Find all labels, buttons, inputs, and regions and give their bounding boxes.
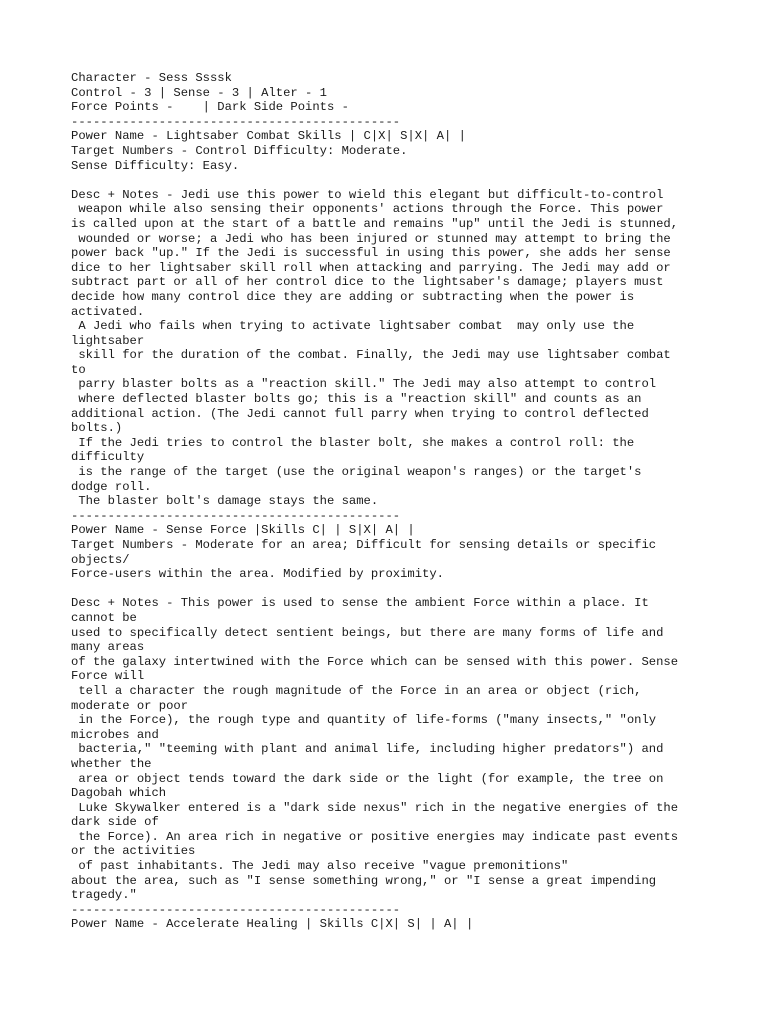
text-line: to [71, 362, 86, 377]
text-line: If the Jedi tries to control the blaster bolt, she makes a control roll: the [71, 435, 635, 450]
text-line: lightsaber [71, 333, 145, 348]
target-numbers-line: Target Numbers - Moderate for an area; Difficult for sensing details or specific [71, 538, 657, 552]
text-line: moderate or poor [71, 698, 189, 713]
text-line: power back "up." If the Jedi is successful in using this power, she adds her sense [71, 246, 671, 261]
attribute-line: Control - 3 | Sense - 3 | Alter - 1 [71, 85, 327, 100]
text-line: cannot be [71, 610, 137, 625]
text-line: skill for the duration of the combat. Finally, the Jedi may use lightsaber combat [71, 348, 671, 363]
power-name-line: Power Name - Accelerate Healing | Skills C|X| S| | A| | [71, 917, 474, 932]
text-line: tell a character the rough magnitude of the Force in an area or object (rich, [71, 683, 642, 698]
text-line: Sense Difficulty: Easy. [71, 158, 240, 173]
text-line: parry blaster bolts as a "reaction skill." The Jedi may also attempt to control [71, 377, 657, 392]
text-line: in the Force), the rough type and quantity of life-forms ("many insects," "only [71, 713, 657, 728]
text-line: Luke Skywalker entered is a "dark side nexus" rich in the negative energies of the [71, 800, 679, 815]
blank-line [71, 173, 731, 188]
text-line: is the range of the target (use the original weapon's ranges) or the target's [71, 465, 642, 480]
text-line: Force-users within the area. Modified by proximity. [71, 567, 444, 582]
text-line: whether the [71, 756, 152, 771]
force-points-line: Force Points - | Dark Side Points - [71, 100, 349, 115]
text-line: many areas [71, 640, 145, 655]
text-line: Dagobah which [71, 786, 167, 801]
text-line: of the galaxy intertwined with the Force which can be sensed with this power. Sense [71, 654, 679, 669]
target-numbers-line: Target Numbers - Control Difficulty: Moderate. [71, 143, 408, 158]
power-name-line: Power Name - Sense Force |Skills C| | S|X| A| | [71, 523, 415, 538]
text-line: The blaster bolt's damage stays the same. [71, 494, 379, 509]
description-line: Desc + Notes - Jedi use this power to wield this elegant but difficult-to-control [71, 187, 664, 202]
text-line: used to specifically detect sentient beings, but there are many forms of life and [71, 625, 664, 640]
text-line: Force will [71, 669, 145, 684]
document-page [71, 71, 731, 932]
text-line: microbes and [71, 727, 159, 742]
text-line: is called upon at the start of a battle and remains "up" until the Jedi is stunned, [71, 216, 679, 231]
text-line: weapon while also sensing their opponents' actions through the Force. This power [71, 202, 664, 217]
description-line: Desc + Notes - This power is used to sense the ambient Force within a place. It [71, 596, 649, 611]
text-line: difficulty [71, 450, 145, 465]
text-line: area or object tends toward the dark side or the light (for example, the tree on [71, 771, 664, 786]
text-line: or the activities [71, 844, 196, 859]
text-line: objects/ [71, 552, 130, 567]
text-line: subtract part or all of her control dice to the lightsaber's damage; players must [71, 275, 664, 290]
text-line: activated. [71, 304, 145, 319]
text-line: dark side of [71, 815, 159, 830]
text-line: the Force). An area rich in negative or positive energies may indicate past events [71, 829, 679, 844]
text-line: dice to her lightsaber skill roll when attacking and parrying. The Jedi may add or [71, 260, 671, 275]
text-line: decide how many control dice they are adding or subtracting when the power is [71, 289, 635, 304]
text-line: tragedy." [71, 888, 137, 903]
separator: --------------------------------------------- [71, 114, 401, 129]
separator: --------------------------------------------- [71, 902, 401, 917]
text-line: additional action. (The Jedi cannot full parry when trying to control deflected [71, 406, 649, 421]
text-line: of past inhabitants. The Jedi may also receive "vague premonitions" [71, 859, 569, 874]
blank-line [71, 582, 731, 597]
text-line: A Jedi who fails when trying to activate lightsaber combat may only use the [71, 319, 635, 334]
character-name-line: Character - Sess Ssssk [71, 71, 232, 85]
power-name-line: Power Name - Lightsaber Combat Skills | C|X| S|X| A| | [71, 129, 466, 144]
separator: --------------------------------------------- [71, 508, 401, 523]
text-line: dodge roll. [71, 479, 152, 494]
text-line: about the area, such as "I sense something wrong," or "I sense a great impending [71, 873, 657, 888]
text-line: bacteria," "teeming with plant and animal life, including higher predators") and [71, 742, 664, 757]
text-line: wounded or worse; a Jedi who has been injured or stunned may attempt to bring the [71, 231, 671, 246]
text-line: bolts.) [71, 421, 123, 436]
text-line: where deflected blaster bolts go; this is a "reaction skill" and counts as an [71, 392, 642, 407]
